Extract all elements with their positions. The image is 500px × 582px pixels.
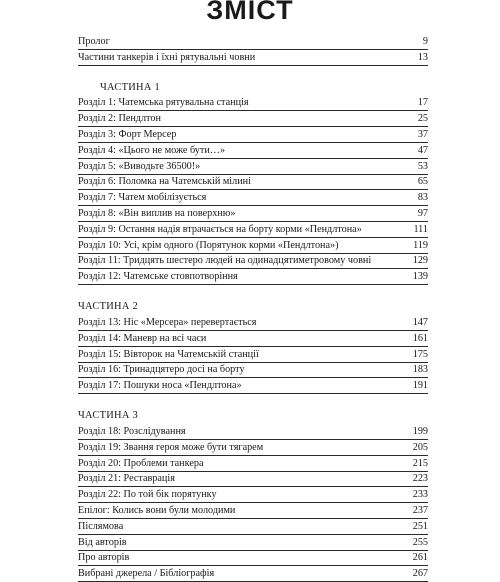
entry-page-number: 223 xyxy=(412,473,428,485)
entry-page-number: 83 xyxy=(417,192,428,204)
entry-title: Частини танкерів і їхні рятувальні човни xyxy=(78,51,256,63)
entry-title: Розділ 12: Чатемське стовпотворіння xyxy=(78,271,238,283)
section-spacer xyxy=(78,66,428,80)
entry-title: Розділ 2: Пендлтон xyxy=(78,113,161,125)
part-heading: ЧАСТИНА 2 xyxy=(78,301,139,313)
entry-page-number: 199 xyxy=(412,425,428,437)
toc-entry[interactable] xyxy=(78,159,428,175)
toc-entry[interactable] xyxy=(78,535,428,551)
entry-title: Розділ 16: Тринадцятеро досі на борту xyxy=(78,364,245,376)
entry-title: Післямова xyxy=(78,520,124,532)
entry-page-number: 215 xyxy=(412,457,428,469)
toc-entry[interactable] xyxy=(78,378,428,394)
entry-title: Розділ 3: Форт Мерсер xyxy=(78,128,177,140)
entry-title: Розділ 17: Пошуки носа «Пендлтона» xyxy=(78,380,242,392)
toc-entry[interactable] xyxy=(78,269,428,285)
entry-page-number: 237 xyxy=(412,504,428,516)
toc-entry[interactable] xyxy=(78,175,428,191)
toc-entry[interactable] xyxy=(78,424,428,440)
entry-page-number: 233 xyxy=(412,489,428,501)
entry-title: Розділ 9: Остання надія втрачається на борту корми «Пендлтона» xyxy=(78,223,362,235)
toc-entry[interactable] xyxy=(78,222,428,238)
entry-title: Розділ 15: Вівторок на Чатемській станції xyxy=(78,348,259,360)
entry-page-number: 17 xyxy=(417,97,428,109)
section-spacer xyxy=(78,285,428,299)
entry-title: Розділ 11: Тридцять шестеро людей на одинадцятиметровому човні xyxy=(78,255,372,267)
entry-page-number: 37 xyxy=(417,128,428,140)
toc-entry[interactable] xyxy=(78,238,428,254)
entry-title: Пролог xyxy=(78,35,110,47)
toc-entry[interactable] xyxy=(78,503,428,519)
toc-entry[interactable] xyxy=(78,487,428,503)
entry-page-number: 47 xyxy=(417,144,428,156)
toc-entry[interactable] xyxy=(78,190,428,206)
entry-page-number: 251 xyxy=(412,520,428,532)
entry-page-number: 161 xyxy=(412,332,428,344)
entry-page-number: 97 xyxy=(417,207,428,219)
entry-title: Епілог: Колись вони були молодими xyxy=(78,504,236,516)
toc-entry[interactable] xyxy=(78,456,428,472)
entry-page-number: 25 xyxy=(417,113,428,125)
entry-title: Розділ 13: Ніс «Мерсера» перевертається xyxy=(78,316,257,328)
entry-title: Розділ 14: Маневр на всі часи xyxy=(78,332,207,344)
entry-page-number: 129 xyxy=(412,255,428,267)
entry-title: Розділ 22: По той бік порятунку xyxy=(78,489,217,501)
toc-entry[interactable] xyxy=(78,127,428,143)
entry-title: Розділ 7: Чатем мобілізується xyxy=(78,192,207,204)
entry-page-number: 13 xyxy=(417,51,428,63)
toc-entry[interactable] xyxy=(78,254,428,270)
toc-entry[interactable] xyxy=(78,111,428,127)
toc-entry[interactable] xyxy=(78,331,428,347)
entry-title: Розділ 21: Реставрація xyxy=(78,473,175,485)
toc-entry[interactable] xyxy=(78,566,428,582)
entry-title: Розділ 10: Усі, крім одного (Порятунок корми «Пендлтона») xyxy=(78,239,339,251)
toc-entry[interactable] xyxy=(78,347,428,363)
entry-page-number: 175 xyxy=(412,348,428,360)
toc-entry[interactable] xyxy=(78,143,428,159)
entry-page-number: 9 xyxy=(422,35,428,47)
entry-title: Про авторів xyxy=(78,552,130,564)
front-matter-entry[interactable] xyxy=(78,50,428,66)
entry-page-number: 53 xyxy=(417,160,428,172)
entry-page-number: 191 xyxy=(412,380,428,392)
entry-page-number: 255 xyxy=(412,536,428,548)
page-title: ЗМІСТ xyxy=(206,0,294,25)
toc-entry[interactable] xyxy=(78,519,428,535)
entry-page-number: 139 xyxy=(412,271,428,283)
toc-entry[interactable] xyxy=(78,551,428,567)
entry-page-number: 111 xyxy=(413,223,428,235)
entry-title: Розділ 19: Звання героя може бути тягарем xyxy=(78,441,264,453)
entry-page-number: 119 xyxy=(413,239,428,251)
part-heading: ЧАСТИНА 1 xyxy=(100,81,161,93)
entry-page-number: 205 xyxy=(412,441,428,453)
front-matter-entry[interactable] xyxy=(78,34,428,50)
part-heading: ЧАСТИНА 3 xyxy=(78,410,139,422)
toc-entry[interactable] xyxy=(78,472,428,488)
entry-title: Розділ 6: Поломка на Чатемській мілині xyxy=(78,176,251,188)
toc-entry[interactable] xyxy=(78,363,428,379)
toc-entry[interactable] xyxy=(78,96,428,112)
entry-title: Розділ 4: «Цього не може бути…» xyxy=(78,144,226,156)
entry-title: Розділ 5: «Виводьте 36500!» xyxy=(78,160,201,172)
entry-title: Розділ 8: «Він виплив на поверхню» xyxy=(78,207,236,219)
entry-page-number: 147 xyxy=(412,316,428,328)
entry-page-number: 65 xyxy=(417,176,428,188)
toc-entry[interactable] xyxy=(78,315,428,331)
entry-title: Вибрані джерела / Бібліографія xyxy=(78,568,215,580)
toc-entry[interactable] xyxy=(78,206,428,222)
entry-page-number: 261 xyxy=(412,552,428,564)
entry-title: Розділ 1: Чатемська рятувальна станція xyxy=(78,97,249,109)
entry-page-number: 183 xyxy=(412,364,428,376)
toc-entry[interactable] xyxy=(78,440,428,456)
entry-title: Розділ 18: Розслідування xyxy=(78,425,186,437)
entry-page-number: 267 xyxy=(412,568,428,580)
section-spacer xyxy=(78,394,428,408)
entry-title: Розділ 20: Проблеми танкера xyxy=(78,457,204,469)
entry-title: Від авторів xyxy=(78,536,127,548)
